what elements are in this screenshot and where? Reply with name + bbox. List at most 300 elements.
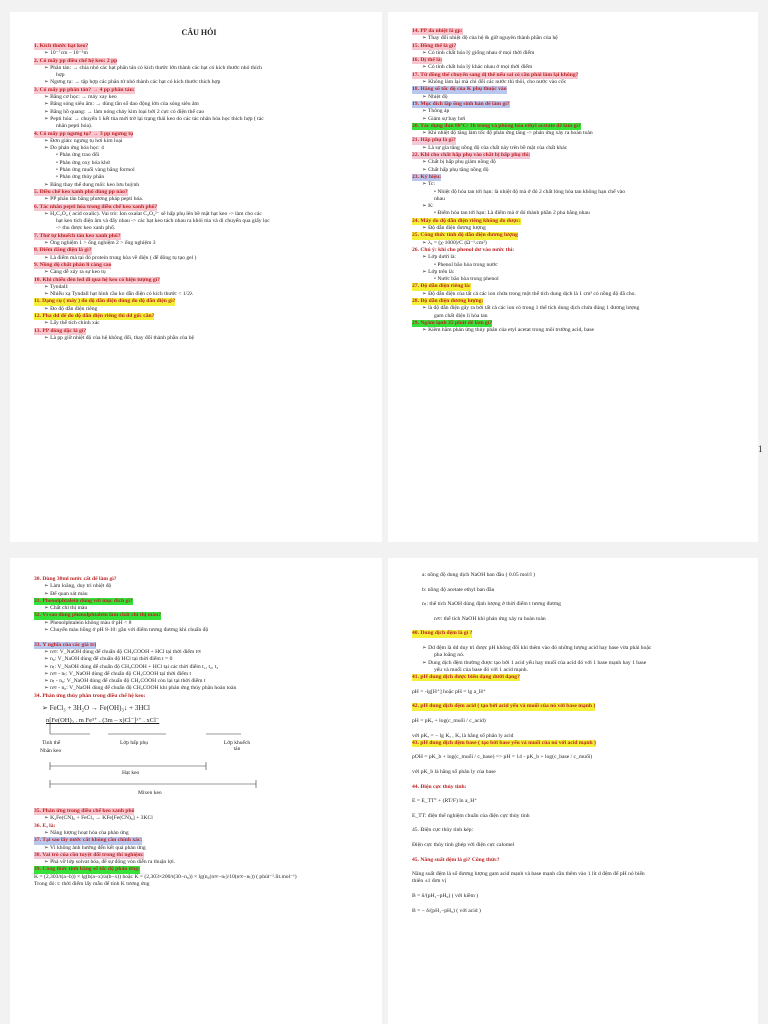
micelle-formula: n[Fe(OH)₃ . m Fe³⁺ . (3m – x)Cl⁻]ˣ⁺ . xCl⁻: [46, 717, 160, 725]
text-line: [404, 203, 748, 210]
text-line: [26, 255, 372, 262]
text-line-content: hạt keo tích điện âm và đẩy nhau -> các hạt keo tách nhau ra khỏi tủa và di chuyển qua giấy lọc: [56, 218, 270, 225]
text-line: [404, 101, 748, 108]
text-line: [26, 852, 372, 859]
text-line: [404, 43, 748, 50]
text-line: [404, 791, 748, 798]
text-line: [26, 109, 372, 116]
text-line-content: 30. Dùng 30ml nước cất để làm gì?: [34, 576, 117, 582]
text-line: [404, 754, 748, 761]
text-line-content: ➢ K₄Fe(CN)₆ + FeCl₃ → KFe[Fe(CN)₆] + 3KCl: [44, 815, 153, 822]
text-line: [404, 572, 748, 579]
text-line-content: ➢ n₀: V_NaOH dùng để chuẩn độ HCl tại thời điểm t = 0: [44, 656, 173, 663]
text-line: [404, 291, 748, 298]
text-line-content: ➢ Lấy thể tích chính xác: [44, 320, 100, 327]
text-line-content: với pKₐ = − lg Kₐ , Kₐ là hằng số phân ly acid: [412, 732, 514, 739]
text-line: [404, 594, 748, 601]
text-line: [26, 815, 372, 822]
text-line: [26, 116, 372, 123]
text-line: [26, 79, 372, 86]
text-line: [26, 598, 372, 605]
text-line-content: 24. Máy đo độ dẫn điện riêng không đo được:: [412, 217, 521, 224]
text-line-content: ➢ Bằng thay thế dung môi: keo lưu huỳnh: [44, 181, 140, 188]
text-line: [26, 211, 372, 218]
text-line-content: ➢ Vì không ảnh hưởng đến kết quả phản ứng: [44, 844, 146, 851]
text-line: [26, 225, 372, 232]
text-line-content: Năng suất đệm là số đương lượng gam acid mạnh và base mạnh cần thêm vào 1 lít d đệm để pH nó biến: [412, 871, 645, 878]
text-line-content: -> thu được keo xanh phổ.: [56, 225, 116, 232]
text-line-content: ➢ Giảm sự bay hơi: [422, 115, 466, 122]
text-line: [404, 608, 748, 615]
text-line-content: ➢ n∞ - n₀: V_NaOH dùng để chuẩn độ CH₃COOH khi phản ứng thủy phân hoàn toàn: [44, 685, 237, 692]
text-line-content: ➢ Nhiệt độ: [422, 93, 448, 100]
text-line: [404, 145, 748, 152]
text-line-content: 14. PP đa nhiệt là gp:: [412, 28, 463, 34]
text-line-content: ➢ K:: [422, 203, 434, 210]
text-line-content: 38. Vai trò của cồn tuyệt đối trong thí nghiệm:: [34, 851, 144, 858]
text-line: [404, 784, 748, 791]
text-line-content: 26. Chú ý: khi cho phenol dư vào nước thì:: [412, 246, 515, 253]
text-line-content: ➢ Bằng sóng siêu âm: → dùng tần số dao động lớn của sóng siêu âm: [44, 101, 199, 108]
text-line: [26, 685, 372, 692]
text-line: [404, 747, 748, 754]
label-mixen-keo: Mixen keo: [138, 790, 162, 797]
text-line: [404, 130, 748, 137]
text-line-content: K = (2,303/t(a−b)) × lg(b(a−x)/a(b−x)) hoặc K = (2,303×200/t(30−n₀)) × lg(n₀(n∞−nₜ)/10(n∞−nₜ)) ( phút⁻¹.lit.mol⁻¹): [34, 873, 297, 880]
text-line: [404, 645, 748, 652]
text-line: [404, 276, 748, 283]
text-line-content: • Phản ứng oxy hóa khử: [56, 159, 110, 166]
text-line-content: ➢ Chuyển màu hồng ở pH 8-10: gần với điểm tương đương khi chuẩn độ: [44, 627, 209, 634]
text-line-content: ➢ Phân tán: → chia nhỏ các hạt phân tán có kích thước lớn thành các hạt có kích thước nhỏ thích: [44, 64, 262, 71]
text-line-content: • Phản ứng trao đổi: [56, 152, 100, 159]
label-lop-hap-phu: Lớp hấp phụ: [120, 740, 148, 747]
text-line-content: ➢ Phá vỡ lớp solvat hóa, để sự đông vón diễn ra thuận lợi.: [44, 859, 176, 866]
text-line-content: 13. PP đông đặc là gì?: [34, 327, 87, 334]
text-line-content: B = − δ/(pH₁−pH₀) ( với acid ): [412, 907, 481, 914]
text-line: [404, 167, 748, 174]
text-line-content: 18. Hằng số tốc độ của K phụ thuộc vào: [412, 86, 507, 93]
text-line: [26, 306, 372, 313]
reaction-equation: ➢ FeCl₃ + 3H₂O → Fe(OH)₃↓ + 3HCl: [42, 704, 150, 713]
text-line-content: ➢ Pepti hóa: → chuyển 1 kết tủa mới trở lại trạng thái keo do các tác nhân hóa học thích hợp ( tác: [44, 115, 264, 122]
text-line: [404, 601, 748, 608]
text-line: [404, 820, 748, 827]
text-line: [26, 233, 372, 240]
text-line-content: 37. Tại sao lấy nước cất không cần chính xác:: [34, 837, 143, 844]
text-line: [26, 328, 372, 335]
text-line: [404, 218, 748, 225]
text-line-content: nₜ: thể tích NaOH dùng định lượng ở thời điểm t tương đương: [422, 601, 561, 608]
text-line: [26, 138, 372, 145]
text-line-content: ➢ Tc:: [422, 181, 436, 188]
text-line: [404, 225, 748, 232]
text-line-content: • Nước bão hòa trong phenol: [434, 276, 499, 283]
text-line: [404, 857, 748, 864]
text-line: [404, 313, 748, 320]
text-line: [404, 181, 748, 188]
text-line: [26, 583, 372, 590]
text-line-content: ➢ Có tính chất hóa lý giống nhau ở mọi thời điểm: [422, 49, 535, 56]
text-line-content: 28. Độ dẫn điện đương lượng:: [412, 297, 484, 304]
text-line-content: 11. Dạng cụ ( máy ) đo độ dẫn điện dùng đo độ dẫn điện gì?: [34, 298, 176, 305]
text-line: [26, 204, 372, 211]
text-line-content: 7. Thứ tự khuếch tán keo xanh phổ?: [34, 232, 121, 239]
text-line: [404, 305, 748, 312]
text-line-content: 20. Tác dụng đun 80°C/ 1h trong và phòng hóa ethyl acetate để làm gì?: [412, 122, 581, 129]
text-line: [404, 769, 748, 776]
page-1: [10, 12, 382, 542]
text-line-content: nhau: [434, 195, 445, 202]
text-line: [26, 671, 372, 678]
text-line: [26, 101, 372, 108]
text-line: [404, 776, 748, 783]
label-hat-keo: Hạt keo: [122, 770, 140, 777]
text-line-content: 4. Có mấy pp ngưng tụ? → 3 pp ngưng tụ: [34, 130, 134, 137]
text-line: [26, 627, 372, 634]
text-line-content: ➢ nₜ - n₀: V_NaOH dùng để chuẩn độ CH₃COOH còn lại tại thời điểm t: [44, 678, 206, 685]
text-line: [404, 908, 748, 915]
label-lop-khuech-tan: Lớp khuếch tán: [223, 740, 251, 753]
text-line: [26, 65, 372, 72]
text-line-content: • Nhiệt độ hòa tan tới hạn: là nhiệt độ mà ở đó 2 chất lỏng hòa tan không hạn chế vào: [434, 188, 626, 195]
text-line: [404, 813, 748, 820]
text-line: [26, 43, 372, 50]
text-line: [404, 806, 748, 813]
text-line: [26, 87, 372, 94]
text-line: [404, 579, 748, 586]
text-line: [404, 50, 748, 57]
text-line: [404, 623, 748, 630]
text-line: [404, 64, 748, 71]
text-line-content: ➢ Là sự gia tăng nồng độ của chất này trên bề mặt của chất khác: [422, 144, 568, 151]
text-line-content: 40. Dung dịch đệm là gì ?: [412, 630, 473, 637]
text-line-content: nhân pepti hóa).: [56, 123, 93, 130]
text-line: [404, 798, 748, 805]
text-line: [26, 189, 372, 196]
text-line: [404, 298, 748, 305]
text-line: [26, 605, 372, 612]
text-line-content: 35. Phản ứng trong điều chế keo xanh phổ: [34, 808, 135, 815]
text-line-content: ➢ Là pp giữ nhiệt độ của hệ không đổi, thay đổi thành phần của hệ: [44, 334, 195, 341]
text-line: [404, 232, 748, 239]
text-line-content: 31. Phenolphtalein dùng với mục đích gì?: [34, 597, 133, 604]
text-line-content: ➢ Có tính chất hóa lý khác nhau ở mọi thời điểm: [422, 64, 533, 71]
text-line: [404, 711, 748, 718]
text-line-content: 32. Vì sao dùng phenolphtalein làm chất chỉ thị màu?: [34, 612, 162, 619]
text-line: [404, 72, 748, 79]
text-line-content: ➢ Dd đệm là dd duy trì được pH không đổi khi thêm vào đó những lượng acid hay base vừa phải hoặc: [422, 644, 652, 651]
text-line-content: ➢ Càng dễ xảy ra sự keo tụ: [44, 269, 106, 276]
text-line: [404, 886, 748, 893]
text-line-content: ➢ Chất chỉ thị màu: [44, 605, 88, 612]
text-line: [26, 218, 372, 225]
text-line-content: 36. Eₐ là:: [34, 822, 56, 829]
text-line-content: ➢ Thông áp: [422, 108, 450, 115]
text-line-content: 29. Ngâm lạnh 35 phút để làm gì?: [412, 319, 493, 326]
text-line-content: E = E_TT° + (RT/F) ln a_H⁺: [412, 798, 478, 805]
text-line-content: 6. Tác nhân pepti hóa trong điều chế keo xanh phổ?: [34, 203, 158, 210]
text-line: [404, 740, 748, 747]
text-line: [404, 283, 748, 290]
question-list: [26, 576, 372, 700]
text-line: [26, 284, 372, 291]
text-line: [404, 842, 748, 849]
text-line-content: 22. Khi cho chất hấp phụ vào chất bị hấp phụ thì:: [412, 152, 531, 159]
text-line-content: ➢ Chất bị hấp phụ giảm nồng độ: [422, 159, 496, 166]
text-line-content: B = δ/(pH₁−pH₀) ( với kiềm ): [412, 893, 479, 900]
page-number: 1: [758, 444, 763, 454]
text-line: [404, 320, 748, 327]
text-line-content: 42. pH dung dịch đệm acid ( tạo bởi acid yếu và muối của nó với base mạnh ): [412, 703, 596, 710]
text-line: [26, 131, 372, 138]
text-line-content: 41. pH dung dịch được biểu dạng dưới dạng?: [412, 674, 520, 681]
text-line-content: ➢ Nhiễu xạ Tyndall hạt hình cầu ko dẫn điện có kích thước < 1/2λ: [44, 291, 193, 298]
text-line-content: thiên ±1 đơn vị: [412, 878, 447, 885]
text-line-content: ➢ Dung dịch đệm thường được tạo bởi 1 acid yếu hay muối của acid đó với 1 base mạnh hay 1 base: [422, 659, 647, 666]
text-line: [26, 664, 372, 671]
text-line: [404, 57, 748, 64]
text-line-content: b: nồng độ acetate ethyl ban đầu: [422, 586, 495, 593]
text-line-content: ➢ Làm loãng, duy trì nhiệt độ: [44, 583, 112, 590]
text-line: [404, 762, 748, 769]
text-line: [26, 591, 372, 598]
text-line: [404, 681, 748, 688]
text-line: [26, 808, 372, 815]
text-line-content: 33. Ý nghĩa của các giá trị: [34, 641, 96, 648]
micelle-diagram: [26, 704, 372, 804]
text-line: [404, 900, 748, 907]
text-line-content: Điện cực thủy tinh ghép với điện cực calomel: [412, 841, 515, 848]
text-line: [404, 849, 748, 856]
text-line: [26, 247, 372, 254]
text-line: [404, 86, 748, 93]
text-line: [26, 291, 372, 298]
question-list: [404, 28, 748, 334]
page-3: [10, 558, 382, 1024]
text-line: [404, 28, 748, 35]
text-line: [26, 693, 372, 700]
text-line-content: 43. pH dung dịch đệm base ( tạo bởi base yếu và muối của nó với acid mạnh ): [412, 739, 596, 746]
text-line: [404, 137, 748, 144]
text-line: [26, 58, 372, 65]
text-line-content: 15. Đồng thể là gì?: [412, 42, 457, 49]
text-line-content: ➢ nₜ: V_NaOH dùng để chuẩn độ CH₃COOH + HCl tại các thời điểm t₁, t₂, t₃: [44, 663, 219, 670]
text-line-content: E_TT: điện thế nghiệm chuẩn của điện cực thủy tinh: [412, 812, 530, 819]
text-line: [404, 703, 748, 710]
text-line: [404, 652, 748, 659]
text-line-content: • Phản ứng muối vàng bằng formol: [56, 167, 135, 174]
text-line-content: ➢ Chất hấp phụ tăng nồng độ: [422, 166, 489, 173]
text-line-content: n∞: thể tích NaOH khi phản ứng xảy ra hoàn toàn: [434, 615, 546, 622]
text-line: [404, 35, 748, 42]
text-line: [26, 72, 372, 79]
page-title: CÂU HỎI: [181, 28, 217, 37]
text-line: [404, 116, 748, 123]
question-list: [404, 572, 748, 915]
text-line: [26, 656, 372, 663]
text-line: [404, 240, 748, 247]
text-line-content: ➢ Là điểm mà tại đó protein trung hòa về điện ( để đông tụ tạo gel ): [44, 254, 197, 261]
text-line: [26, 262, 372, 269]
text-line: [26, 145, 372, 152]
text-line-content: ➢ Năng lượng hoạt hóa của phản ứng: [44, 829, 129, 836]
text-line: [404, 733, 748, 740]
text-line: [404, 269, 748, 276]
text-line-content: ➢ Tyndall:: [44, 283, 69, 290]
text-line: [404, 196, 748, 203]
text-line-content: ➢ Không làm lại mà chỉ đổi các nước thì thôi, cho nước vào cốc: [422, 79, 567, 86]
text-line-content: Trong đó: t: thời điểm lấy mẫu để tính K tương ứng: [34, 881, 150, 888]
text-line: [26, 152, 372, 159]
text-line-content: 12. Pha dd để đo độ dẫn điện riêng thì dd gốc cần?: [34, 312, 155, 319]
text-line-content: 21. Hấp phụ là gì?: [412, 137, 456, 144]
text-line-content: ➢ Độ dẫn điện của tất cả các ion chứa trong một thể tích dung dịch là 1 cm³ có nồng độ đã cho.: [422, 290, 636, 297]
label-tinh-the: Tinh thể: [42, 740, 61, 747]
text-line-content: ➢ Đơn giản: ngưng tụ hơi kim loại: [44, 137, 123, 144]
text-line-content: 2. Có mấy pp điều chế hệ keo: 2 pp: [34, 57, 118, 64]
text-line-content: 8. Điểm đẳng điện là gì?: [34, 247, 92, 254]
text-line: [26, 123, 372, 130]
text-line-content: gam chất điện li hòa tan: [434, 312, 488, 319]
text-line: [404, 108, 748, 115]
text-line: [26, 174, 372, 181]
text-line: [404, 123, 748, 130]
text-line: [26, 196, 372, 203]
text-line: [404, 210, 748, 217]
text-line-content: ➢ Ống nghiệm 1 > ống nghiệm 2 > ống nghiệm 3: [44, 240, 156, 247]
text-line-content: 39. Công thức tính hằng số tốc độ phản ứng:: [34, 866, 140, 873]
text-line-content: 19. Mục đích lắp ống sinh hàn để làm gì?: [412, 100, 510, 107]
text-line-content: pha loãng nó.: [434, 652, 465, 659]
text-line-content: 23. Ký hiệu:: [412, 173, 442, 180]
text-line: [404, 864, 748, 871]
text-line-content: 5. Điều chế keo xanh phổ dùng pp nào?: [34, 188, 128, 195]
text-line: [404, 660, 748, 667]
text-line: [26, 866, 372, 873]
text-line-content: 16. Dị thể là:: [412, 57, 443, 64]
text-line: [26, 160, 372, 167]
text-line-content: pOH = pK_b + log(c_muối / c_base) => pH = 14 - pK_b + log(c_base / c_muối): [412, 754, 593, 761]
text-line-content: ➢ Bằng cơ học: → máy xay keo: [44, 94, 117, 101]
text-line-content: ➢ H₂C₂O₄ ( acid oxalic). Vai trò: Ion oxalat C₂O₄²⁻ sẽ hấp phụ lên bề mặt hạt keo -> làm cho các: [44, 210, 262, 217]
text-line-content: hợp: [56, 72, 65, 79]
text-line: [404, 667, 748, 674]
text-line-content: pH = pKₐ + log(c_muối / c_acid): [412, 717, 486, 724]
text-line-content: ➢ Để quan sát màu: [44, 590, 88, 597]
text-line: [404, 835, 748, 842]
text-line-content: ➢ Ngưng tụ: → tập hợp các phân tử nhỏ thành các hạt có kích thước thích hợp: [44, 79, 221, 86]
text-line-content: ➢ Thay đổi nhiệt độ của hệ & giữ nguyên thành phần của hệ: [422, 35, 558, 42]
text-line: [404, 174, 748, 181]
text-line: [26, 576, 372, 583]
text-line: [26, 182, 372, 189]
text-line-content: ➢ Lớp trên là:: [422, 268, 455, 275]
text-line: [404, 254, 748, 261]
text-line-content: ➢ Độ dẫn điện đương lượng: [422, 225, 486, 232]
text-line-content: ➢ Bằng hồ quang: → làm nóng chảy kim loại bởi 2 cực có điện thế cao: [44, 108, 205, 115]
text-line: [26, 881, 372, 888]
text-line-content: 1. Kích thước hạt keo?: [34, 43, 89, 49]
text-line: [26, 649, 372, 656]
text-line-content: pH = -lg[H⁺] hoặc pH = lg a_H⁺: [412, 688, 486, 695]
text-line: [26, 50, 372, 57]
text-line: [404, 79, 748, 86]
text-line-content: ➢ PP phân tán bằng phương pháp pepti hóa.: [44, 196, 144, 203]
text-line: [404, 159, 748, 166]
text-line-content: a: nồng độ dung dịch NaOH ban đầu ( 0.05 mol/l ): [422, 572, 536, 578]
text-line: [404, 718, 748, 725]
text-line-content: 34. Phản ứng thủy phân trong điều chế hệ keo:: [34, 692, 146, 699]
text-line: [26, 167, 372, 174]
text-line: [26, 823, 372, 830]
text-line: [404, 696, 748, 703]
text-line: [26, 845, 372, 852]
text-line-content: ➢ n∞: V_NaOH dùng để chuẩn độ CH₃COOH + HCl tại thời điểm t∞: [44, 648, 202, 655]
text-line-content: ➢ Do phản ứng hóa học: 4: [44, 145, 104, 152]
text-line: [26, 859, 372, 866]
text-line-content: 3. Có mấy pp phân tán? → 4 pp phân tán:: [34, 86, 135, 93]
text-line: [404, 689, 748, 696]
text-line-content: 44. Điện cực thủy tinh:: [412, 783, 467, 790]
text-line: [26, 634, 372, 641]
text-line: [26, 837, 372, 844]
text-line-content: ➢ Phenolphtalein không màu ở pH < 8: [44, 619, 132, 626]
text-line: [26, 94, 372, 101]
text-line: [26, 313, 372, 320]
text-line: [26, 642, 372, 649]
text-line: [26, 830, 372, 837]
text-line: [404, 327, 748, 334]
text-line-content: ➢ n∞ - nₜ: V_NaOH dùng để chuẩn độ CH₃COOH tại thời điểm t: [44, 670, 192, 677]
text-line-content: • Phản ứng thủy phân: [56, 174, 105, 181]
text-line-content: ➢ Đo độ dẫn điện riêng: [44, 305, 98, 312]
text-line-content: ➢ là độ dẫn điện gây ra bởi tất cả các ion có trong 1 thể tích dung dịch chứa đúng 1 đương lượng: [422, 305, 640, 312]
text-line-content: 27. Độ dẫn điện riêng là:: [412, 283, 471, 290]
text-line-content: với pK_b là hằng số phân ly của base: [412, 769, 496, 776]
text-line: [404, 587, 748, 594]
label-nhan-keo: Nhân keo: [40, 748, 62, 755]
text-line-content: 17. Từ đồng thể chuyển sang dị thể nếu sai có cần phải làm lại không?: [412, 71, 579, 78]
text-line-content: ➢ Lớp dưới là:: [422, 254, 456, 261]
page-4: [388, 558, 758, 1024]
text-line-content: • Phenol bão hòa trong nước: [434, 261, 498, 268]
page-2: [388, 12, 758, 542]
text-line: [404, 871, 748, 878]
text-line: [404, 878, 748, 885]
text-line-content: 25. Công thức tính độ dẫn điện đương lượng: [412, 232, 518, 239]
text-line: [404, 827, 748, 834]
text-line-content: ➢ Khi nhiệt độ tăng làm tốc độ phản ứng tăng -> phản ứng xảy ra hoàn toàn: [422, 130, 593, 137]
text-line: [404, 893, 748, 900]
text-line: [404, 189, 748, 196]
text-line-content: 10. Khi chiếu đèn led đi qua hệ keo có hiện tượng gì?: [34, 276, 160, 283]
text-line-content: ➢ Kiềm hãm phản ứng thủy phân của etyl acetat trong môi trường acid, base: [422, 327, 594, 334]
text-line: [404, 630, 748, 637]
text-line: [26, 874, 372, 881]
text-line: [26, 269, 372, 276]
text-line: [404, 616, 748, 623]
text-line: [404, 638, 748, 645]
text-line: [26, 320, 372, 327]
question-list: [26, 43, 372, 342]
text-line: [404, 262, 748, 269]
text-line: [26, 298, 372, 305]
text-line: [26, 620, 372, 627]
text-line: [404, 247, 748, 254]
question-list: [26, 808, 372, 888]
text-line: [26, 612, 372, 619]
